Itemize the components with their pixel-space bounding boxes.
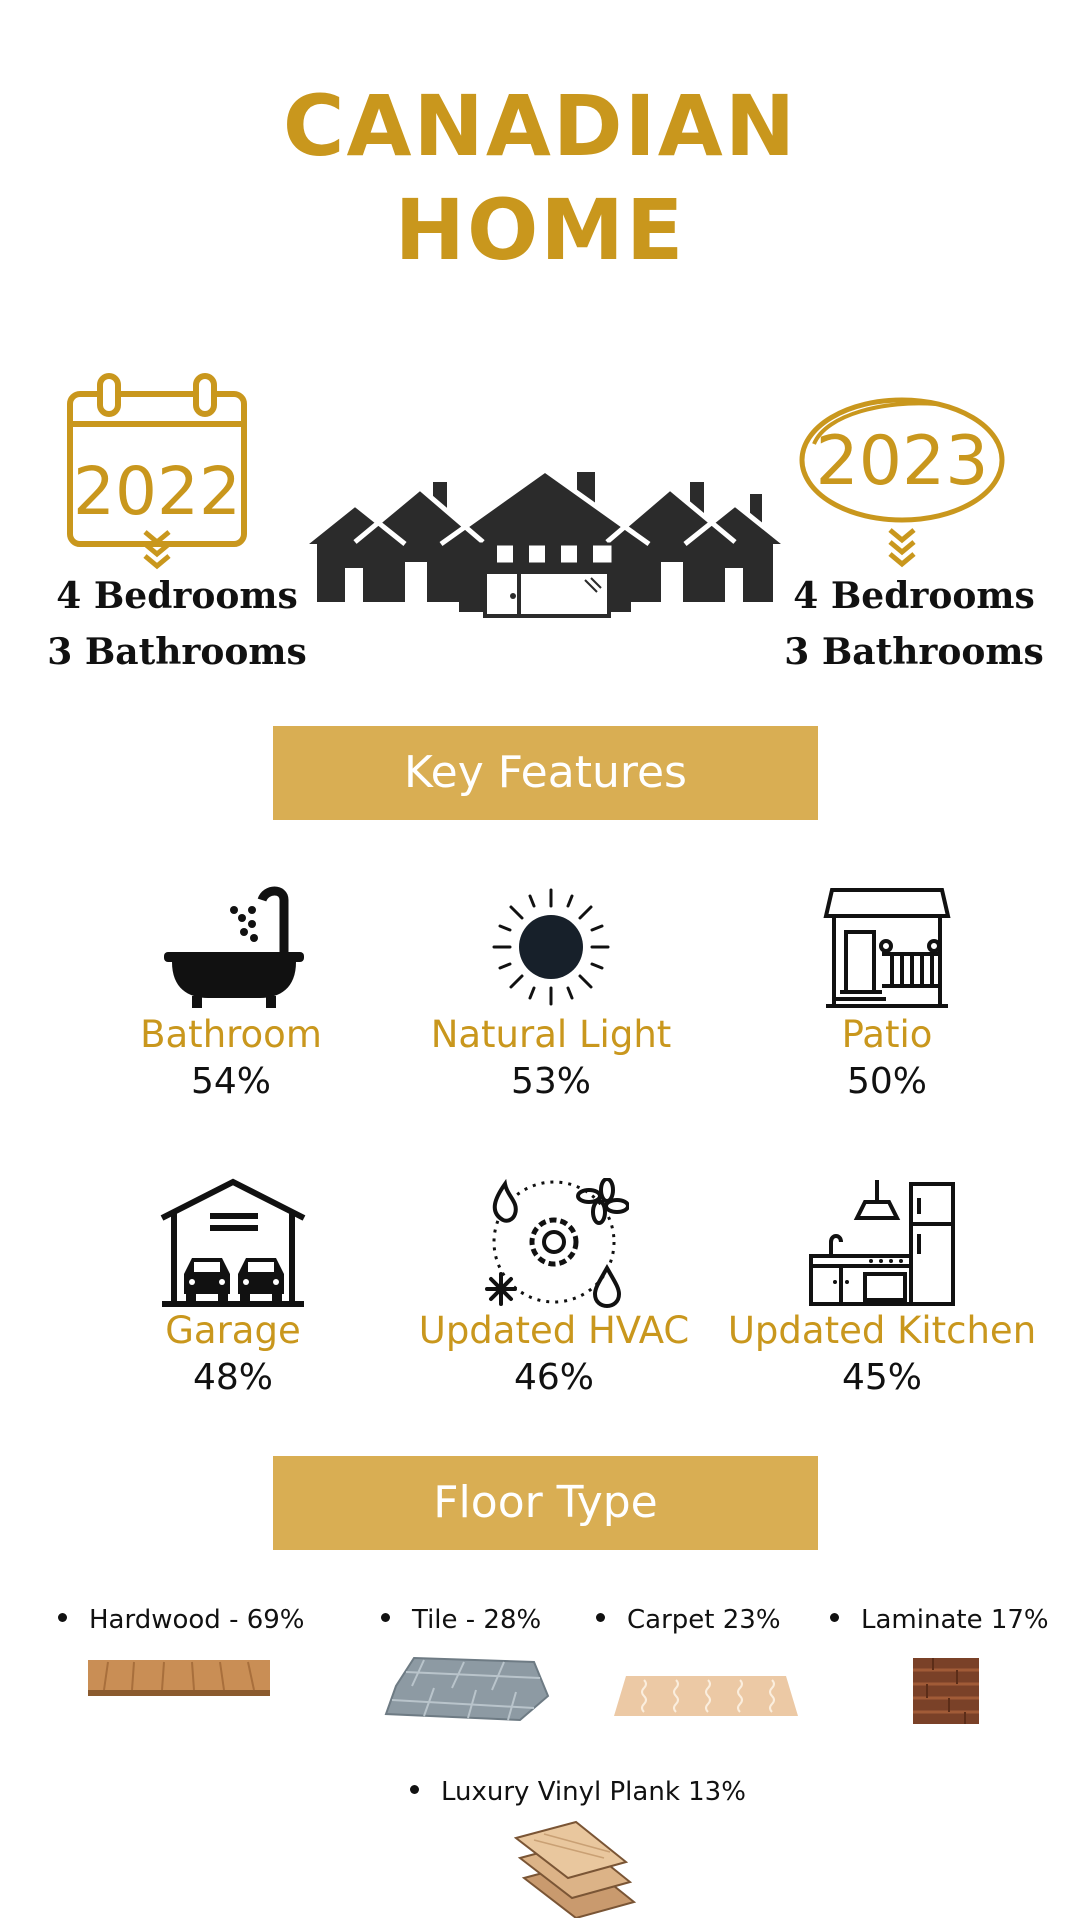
carpet-swatch-icon xyxy=(614,1674,798,1718)
feature-label: Garage xyxy=(165,1309,301,1352)
left-bedrooms: 4 Bedrooms xyxy=(56,575,298,617)
floor-hardwood xyxy=(58,1602,305,1638)
floor-label: Luxury Vinyl Plank 13% xyxy=(441,1777,746,1807)
feature-kitchen xyxy=(722,1178,1042,1402)
bullet xyxy=(830,1613,839,1622)
floor-label: Hardwood - 69% xyxy=(89,1605,305,1635)
porch-icon xyxy=(812,882,962,1012)
feature-percent: 50% xyxy=(846,1061,927,1102)
feature-percent: 54% xyxy=(190,1061,271,1102)
feature-label: Natural Light xyxy=(430,1013,672,1056)
right-bathrooms: 3 Bathrooms xyxy=(784,631,1044,673)
title-line-1: CANADIAN xyxy=(282,77,798,175)
circled-year-icon xyxy=(796,394,1016,574)
floor-type-banner: Floor Type xyxy=(273,1456,818,1550)
bullet xyxy=(58,1613,67,1622)
feature-percent: 53% xyxy=(510,1061,591,1102)
key-features-banner: Key Features xyxy=(273,726,818,820)
floor-vinyl-plank xyxy=(410,1774,746,1810)
right-year-rooms xyxy=(769,568,1059,680)
feature-label: Bathroom xyxy=(140,1013,322,1056)
title-line-2: HOME xyxy=(394,181,686,279)
floor-laminate xyxy=(830,1602,1049,1638)
floor-tile xyxy=(381,1602,541,1638)
feature-percent: 46% xyxy=(513,1357,594,1398)
houses-icon xyxy=(305,462,785,622)
circled-year: 2023 xyxy=(815,422,989,501)
sun-icon xyxy=(476,882,626,1012)
feature-label: Updated HVAC xyxy=(418,1309,690,1352)
feature-patio xyxy=(727,882,1047,1106)
feature-label: Patio xyxy=(841,1013,933,1056)
left-year-rooms xyxy=(32,568,322,680)
kitchen-icon xyxy=(807,1178,957,1308)
hardwood-swatch-icon xyxy=(88,1660,270,1700)
feature-natural-light xyxy=(391,882,711,1106)
bullet xyxy=(410,1785,419,1794)
bathtub-icon xyxy=(156,882,306,1012)
feature-label: Updated Kitchen xyxy=(727,1309,1037,1352)
feature-bathroom xyxy=(71,882,391,1106)
garage-icon xyxy=(158,1178,308,1308)
bullet xyxy=(596,1613,605,1622)
tile-swatch-icon xyxy=(384,1656,550,1722)
laminate-swatch-icon xyxy=(913,1658,979,1724)
floor-label: Carpet 23% xyxy=(627,1605,781,1635)
floor-label: Tile - 28% xyxy=(412,1605,542,1635)
hvac-icon xyxy=(479,1178,629,1308)
vinyl-plank-icon xyxy=(514,1818,646,1918)
feature-garage xyxy=(73,1178,393,1402)
bullet xyxy=(381,1613,390,1622)
feature-percent: 48% xyxy=(192,1357,273,1398)
calendar-icon xyxy=(62,372,252,572)
feature-hvac xyxy=(394,1178,714,1402)
floor-label: Laminate 17% xyxy=(861,1605,1049,1635)
left-bathrooms: 3 Bathrooms xyxy=(47,631,307,673)
right-bedrooms: 4 Bedrooms xyxy=(793,575,1035,617)
feature-percent: 45% xyxy=(841,1357,922,1398)
calendar-year: 2022 xyxy=(73,453,241,530)
floor-carpet xyxy=(596,1602,781,1638)
